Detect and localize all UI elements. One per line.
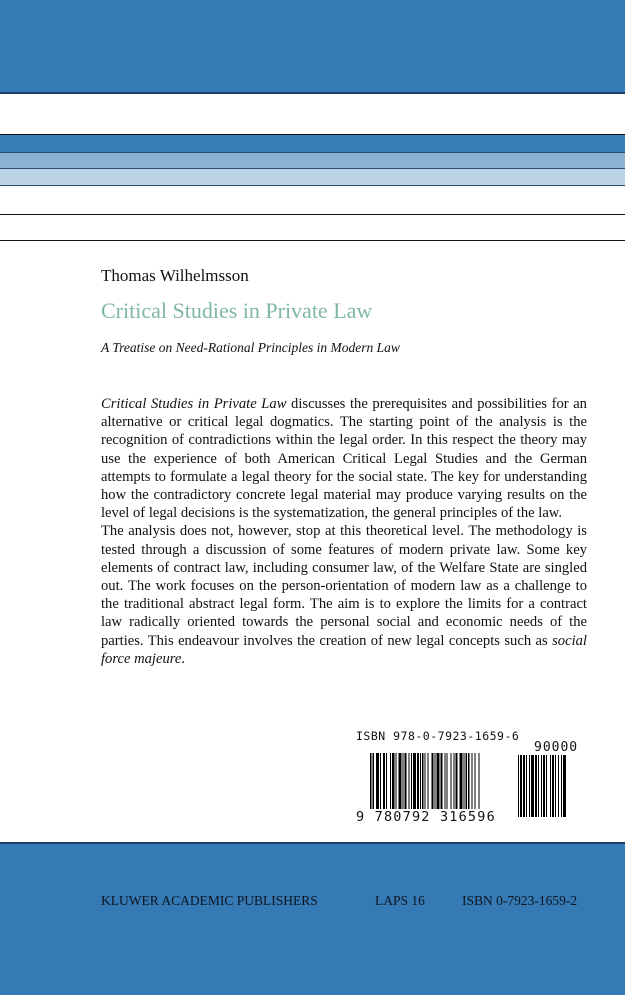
barcode-bar [543, 755, 545, 817]
barcode-bar [555, 755, 556, 817]
barcode-bar [370, 753, 372, 815]
stripe-dark-blue [0, 135, 625, 153]
barcode-bar [475, 753, 476, 815]
barcode-bar [376, 753, 379, 815]
barcode-bar [405, 753, 407, 815]
barcode-bar [523, 755, 525, 817]
rule-line [0, 168, 625, 169]
barcode-bar [454, 753, 455, 815]
barcode-bar [526, 755, 527, 817]
barcode-bar [390, 753, 391, 815]
blurb-text [101, 395, 587, 668]
barcode-bar [380, 753, 381, 815]
price-addon-number: 90000 [534, 740, 579, 755]
barcode-bar [422, 753, 424, 815]
stripe-mid-blue [0, 153, 625, 169]
barcode-bar [428, 753, 429, 815]
bottom-color-band [0, 842, 625, 995]
barcode-bar [479, 753, 480, 815]
barcode-bar [396, 753, 397, 815]
barcode-bar [456, 753, 458, 815]
isbn13-label: ISBN 978-0-7923-1659-6 [356, 729, 520, 743]
barcode-bar [520, 755, 522, 817]
barcode-bar [413, 753, 416, 815]
blurb-text-2: The analysis does not, however, stop at this theoretical level. The methodology is tested through a discussion of some features of modern private law. Some key elements of contract law, including consumer law, of the Welfare State are singled out. The work focuses on the person-orientation of modern law as a challenge to the traditional abstract legal form. The aim is to explore the limits for a contract law radically oriented towards the personal social and economic needs of the parties. This endeavour involves the creation of new legal concepts such as [101, 523, 587, 649]
barcode-bar [472, 753, 473, 815]
barcode-bar [518, 755, 519, 817]
rule-line [0, 214, 625, 215]
barcode-bar [460, 753, 463, 815]
barcode-bar [420, 753, 421, 815]
barcode-bar [425, 753, 426, 815]
stripe-light-blue [0, 169, 625, 185]
barcode-bar [552, 755, 554, 817]
blurb-text-3: . [181, 650, 186, 667]
barcode-bar [403, 753, 404, 815]
book-title: Critical Studies in Private Law [101, 298, 373, 323]
barcode-bar [447, 753, 448, 815]
barcode-bar [432, 753, 434, 815]
publisher-name: KLUWER ACADEMIC PUBLISHERS [101, 893, 318, 908]
barcode-bar [417, 753, 419, 815]
barcode-bar [451, 753, 452, 815]
barcode-bar [535, 755, 537, 817]
barcode-bar [563, 755, 566, 817]
top-color-band [0, 0, 625, 94]
rule-line [0, 152, 625, 153]
barcode-bar [541, 755, 542, 817]
barcode-bar [466, 753, 468, 815]
barcode-bar [373, 753, 375, 815]
blurb-term: social force majeure [101, 632, 587, 667]
barcode-bar [529, 755, 530, 817]
barcode-bar [546, 755, 547, 817]
barcode-bar [383, 753, 385, 815]
series-number: LAPS 16 [375, 893, 425, 908]
barcode-bar [392, 753, 395, 815]
blurb-paragraph-2 [101, 522, 587, 668]
barcode-bar [409, 753, 410, 815]
ean-digits: 9 780792 316596 [356, 809, 496, 825]
barcode-bar [399, 753, 402, 815]
blurb-title-ref: Critical Studies in Private Law [101, 396, 287, 412]
rule-line [0, 240, 625, 241]
blurb-paragraph-1 [101, 395, 587, 522]
barcode-bar [561, 755, 562, 817]
addon-bars [518, 755, 584, 817]
book-subtitle: A Treatise on Need-Rational Principles in Modern Law [101, 340, 400, 355]
barcode-bar [435, 753, 436, 815]
ean-bars [370, 753, 510, 815]
barcode-bar [386, 753, 387, 815]
barcode-bar [558, 755, 559, 817]
barcode-bar [437, 753, 440, 815]
barcode-bar [441, 753, 443, 815]
barcode-bar [445, 753, 446, 815]
barcode-bar [468, 753, 470, 815]
barcode-bar [531, 755, 534, 817]
blurb-text-1: discusses the prerequisites and possibilities for an alternative or critical legal dogmatics. The starting point of the analysis is the recognition of contradictions within the legal order. In this respect the theory may use the experience of both American Critical Legal Studies and the German attempts to formulate a legal theory for the social state. The key for understanding how the contradictory concrete legal material may produce varying results on the level of legal decisions is the systematization, the general principles of the law. [101, 396, 587, 522]
author-name: Thomas Wilhelmsson [101, 266, 249, 285]
barcode-bar [550, 755, 551, 817]
barcode-bar [464, 753, 465, 815]
barcode-bar [538, 755, 539, 817]
rule-line [0, 185, 625, 186]
isbn10-label: ISBN 0-7923-1659-2 [462, 893, 578, 908]
barcode-bar [411, 753, 412, 815]
barcode [356, 729, 592, 829]
